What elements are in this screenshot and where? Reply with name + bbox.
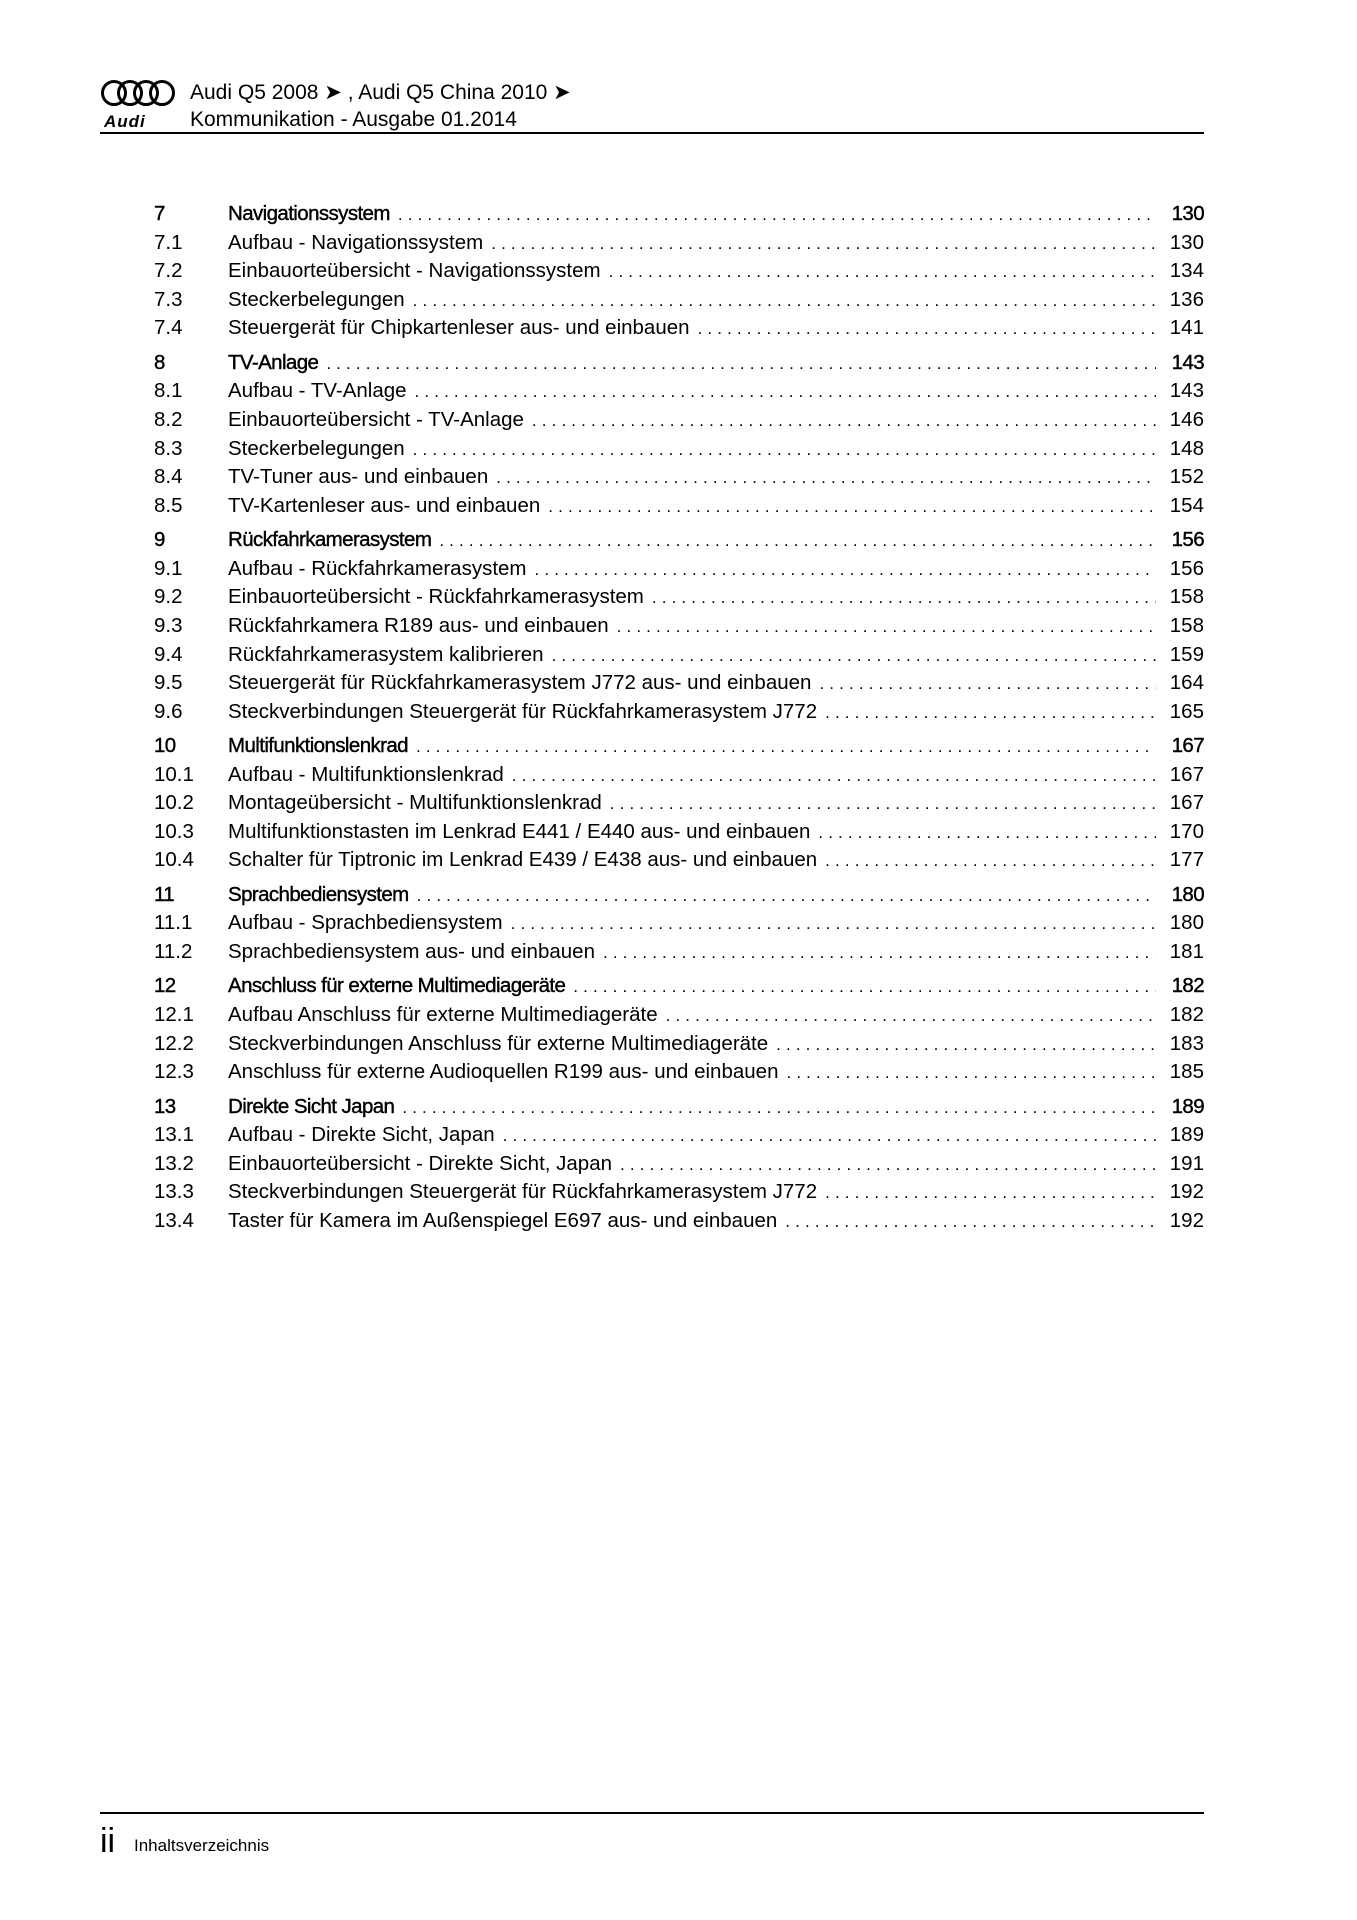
toc-entry-page: 167 (1169, 762, 1204, 786)
toc-entry-title: Aufbau - Sprachbediensystem (228, 911, 503, 935)
toc-section-row[interactable] (154, 846, 1204, 875)
toc-entry-page: 189 (1169, 1123, 1204, 1147)
toc-entry-page: 158 (1169, 585, 1204, 609)
toc-entry-title: Steckverbindungen Steuergerät für Rückfahrkamerasystem J772 (228, 1180, 818, 1204)
toc-entry-title: Anschluss für externe Multimediageräte (228, 974, 566, 998)
toc-section-row[interactable] (154, 909, 1204, 938)
toc-dot-leader (415, 378, 1156, 407)
toc-section-row[interactable] (154, 669, 1204, 698)
toc-entry-title: Steckverbindungen Steuergerät für Rückfahrkamerasystem J772 (228, 699, 818, 723)
toc-entry-number: 9.5 (154, 671, 183, 695)
toc-entry-number: 13.1 (154, 1123, 194, 1147)
toc-dot-leader (413, 436, 1156, 465)
toc-dot-leader (825, 699, 1156, 728)
toc-entry-number: 12.3 (154, 1060, 194, 1084)
toc-dot-leader (511, 910, 1156, 939)
toc-dot-leader (496, 464, 1156, 493)
toc-entry-number: 11 (154, 882, 175, 906)
page-header (100, 78, 1204, 136)
toc-section-row[interactable] (154, 583, 1204, 612)
toc-entry-title: TV-Kartenleser aus- und einbauen (228, 493, 541, 517)
toc-entry-number: 7.1 (154, 230, 183, 254)
toc-section-row[interactable] (154, 641, 1204, 670)
toc-dot-leader (666, 1002, 1156, 1031)
toc-dot-leader (603, 939, 1156, 968)
toc-section-row[interactable] (154, 1121, 1204, 1150)
toc-dot-leader (818, 819, 1156, 848)
toc-chapter-row[interactable] (154, 881, 1204, 910)
toc-entry-number: 9.6 (154, 699, 183, 723)
toc-entry-page: 134 (1169, 259, 1204, 283)
toc-entry-title: Anschluss für externe Audioquellen R199 aus- und einbauen (228, 1060, 779, 1084)
toc-entry-title: Rückfahrkamerasystem kalibrieren (228, 642, 544, 666)
toc-section-row[interactable] (154, 286, 1204, 315)
toc-entry-page: 143 (1169, 379, 1204, 403)
toc-entry-page: 154 (1169, 493, 1204, 517)
toc-dot-leader (417, 882, 1156, 911)
toc-section-row[interactable] (154, 229, 1204, 258)
toc-entry-page: 180 (1169, 911, 1204, 935)
toc-entry-page: 192 (1169, 1208, 1204, 1232)
toc-entry-number: 12.1 (154, 1003, 194, 1027)
toc-entry-number: 13.3 (154, 1180, 194, 1204)
toc-entry-number: 10.2 (154, 791, 194, 815)
toc-section-row[interactable] (154, 314, 1204, 343)
toc-entry-number: 7.4 (154, 316, 183, 340)
toc-entry-number: 8 (154, 350, 165, 374)
toc-entry-title: Steuergerät für Rückfahrkamerasystem J772 aus- und einbauen (228, 671, 812, 695)
toc-dot-leader (610, 790, 1156, 819)
toc-entry-title: Einbauorteübersicht - Direkte Sicht, Japan (228, 1151, 613, 1175)
toc-entry-number: 7 (154, 202, 165, 225)
toc-section-row[interactable] (154, 257, 1204, 286)
toc-dot-leader (609, 258, 1156, 287)
toc-dot-leader (548, 493, 1156, 522)
toc-entry-title: Aufbau - TV-Anlage (228, 379, 407, 403)
toc-section-row[interactable] (154, 818, 1204, 847)
toc-entry-page: 167 (1169, 791, 1204, 815)
toc-entry-number: 8.4 (154, 465, 183, 489)
toc-dot-leader (491, 230, 1156, 259)
toc-entry-number: 11.1 (154, 911, 193, 935)
toc-section-row[interactable] (154, 555, 1204, 584)
toc-section-row[interactable] (154, 1001, 1204, 1030)
toc-entry-page: 141 (1169, 316, 1204, 340)
toc-dot-leader (786, 1059, 1156, 1088)
toc-entry-number: 7.2 (154, 259, 183, 283)
toc-entry-title: Steckerbelegungen (228, 287, 405, 311)
toc-entry-title: Einbauorteübersicht - Navigationssystem (228, 259, 601, 283)
toc-section-row[interactable] (154, 463, 1204, 492)
toc-dot-leader (825, 847, 1156, 876)
audi-rings-icon (100, 78, 180, 112)
toc-section-row[interactable] (154, 789, 1204, 818)
toc-dot-leader (416, 733, 1156, 762)
toc-entry-title: Steckerbelegungen (228, 436, 405, 460)
toc-entry-title: Steuergerät für Chipkartenleser aus- und einbauen (228, 316, 690, 340)
toc-entry-number: 12.2 (154, 1031, 194, 1055)
toc-entry-page: 148 (1169, 436, 1204, 460)
toc-entry-number: 9.4 (154, 642, 183, 666)
footer-section-label: Inhaltsverzeichnis (134, 1836, 270, 1855)
toc-entry-number: 7.3 (154, 287, 183, 311)
toc-section-row[interactable] (154, 406, 1204, 435)
toc-dot-leader (698, 315, 1156, 344)
toc-dot-leader (825, 1179, 1156, 1208)
toc-entry-title: Steckverbindungen Anschluss für externe Multimediageräte (228, 1031, 769, 1055)
toc-entry-number: 9.2 (154, 585, 183, 609)
toc-section-row[interactable] (154, 1030, 1204, 1059)
toc-entry-page: 156 (1171, 528, 1204, 552)
toc-entry-title: Navigationssystem (228, 202, 390, 225)
toc-entry-page: 164 (1169, 671, 1204, 695)
toc-entry-title: Montageübersicht - Multifunktionslenkrad (228, 791, 602, 815)
toc-entry-number: 13.2 (154, 1151, 194, 1175)
toc-entry-page: 183 (1169, 1031, 1204, 1055)
toc-section-row[interactable] (154, 1058, 1204, 1087)
toc-dot-leader (552, 642, 1156, 671)
toc-chapter-row[interactable] (154, 200, 1204, 229)
toc-entry-page: 130 (1171, 202, 1204, 225)
toc-entry-number: 13.4 (154, 1208, 194, 1232)
toc-dot-leader (413, 287, 1156, 316)
toc-entry-number: 9 (154, 528, 165, 552)
footer-page-number: ii (100, 1822, 116, 1860)
toc-dot-leader (573, 973, 1156, 1002)
toc-entry-page: 136 (1169, 287, 1204, 311)
audi-logo-wordmark: Audi (104, 112, 146, 131)
toc-section-row[interactable] (154, 1207, 1204, 1236)
toc-section-row[interactable] (154, 377, 1204, 406)
toc-dot-leader (785, 1208, 1156, 1237)
toc-chapter-row[interactable] (154, 1093, 1204, 1122)
header-divider (100, 132, 1204, 134)
toc-entry-title: Multifunktionstasten im Lenkrad E441 / E440 aus- und einbauen (228, 819, 811, 843)
toc-entry-page: 146 (1169, 407, 1204, 431)
toc-entry-number: 12 (154, 974, 176, 998)
toc-entry-title: Sprachbediensystem (228, 882, 409, 906)
toc-section-row[interactable] (154, 435, 1204, 464)
toc-section-row[interactable] (154, 1150, 1204, 1179)
toc-entry-title: Aufbau Anschluss für externe Multimediageräte (228, 1003, 658, 1027)
toc-section-row[interactable] (154, 1178, 1204, 1207)
toc-dot-leader (776, 1031, 1156, 1060)
toc-entry-page: 158 (1169, 613, 1204, 637)
toc-entry-page: 177 (1169, 848, 1204, 872)
toc-section-row[interactable] (154, 938, 1204, 967)
toc-dot-leader (398, 201, 1156, 230)
toc-entry-page: 192 (1169, 1180, 1204, 1204)
toc-section-row[interactable] (154, 612, 1204, 641)
table-of-contents (154, 200, 1204, 1236)
toc-entry-page: 159 (1169, 642, 1204, 666)
toc-entry-title: Aufbau - Multifunktionslenkrad (228, 762, 504, 786)
toc-dot-leader (532, 407, 1156, 436)
toc-entry-title: Direkte Sicht Japan (228, 1094, 395, 1118)
toc-dot-leader (620, 1151, 1156, 1180)
toc-entry-title: Rückfahrkamera R189 aus- und einbauen (228, 613, 609, 637)
toc-entry-page: 182 (1171, 974, 1204, 998)
toc-section-row[interactable] (154, 698, 1204, 727)
toc-entry-title: Rückfahrkamerasystem (228, 528, 432, 552)
toc-entry-page: 170 (1169, 819, 1204, 843)
toc-entry-page: 185 (1169, 1060, 1204, 1084)
toc-entry-page: 167 (1171, 734, 1204, 758)
toc-entry-number: 10.1 (154, 762, 194, 786)
toc-entry-page: 152 (1169, 465, 1204, 489)
toc-entry-number: 13 (154, 1094, 176, 1118)
toc-entry-number: 8.3 (154, 436, 183, 460)
toc-chapter-row[interactable] (154, 526, 1204, 555)
toc-chapter-row[interactable] (154, 972, 1204, 1001)
toc-entry-page: 130 (1169, 230, 1204, 254)
toc-entry-page: 182 (1169, 1003, 1204, 1027)
toc-entry-number: 8.5 (154, 493, 183, 517)
toc-entry-page: 143 (1171, 350, 1204, 374)
toc-entry-title: Sprachbediensystem aus- und einbauen (228, 940, 595, 964)
toc-entry-page: 156 (1169, 556, 1204, 580)
toc-section-row[interactable] (154, 761, 1204, 790)
audi-logo (100, 78, 180, 134)
toc-entry-number: 8.1 (154, 379, 183, 403)
toc-entry-page: 180 (1171, 882, 1204, 906)
toc-dot-leader (402, 1094, 1156, 1123)
toc-entry-page: 165 (1169, 699, 1204, 723)
footer-divider (100, 1812, 1204, 1814)
toc-entry-number: 9.1 (154, 556, 183, 580)
toc-entry-page: 191 (1169, 1151, 1204, 1175)
toc-entry-number: 9.3 (154, 613, 183, 637)
toc-section-row[interactable] (154, 492, 1204, 521)
toc-dot-leader (617, 613, 1156, 642)
toc-entry-title: Aufbau - Rückfahrkamerasystem (228, 556, 527, 580)
toc-dot-leader (439, 527, 1156, 556)
toc-entry-title: Multifunktionslenkrad (228, 734, 408, 758)
toc-dot-leader (503, 1122, 1156, 1151)
toc-entry-title: TV-Tuner aus- und einbauen (228, 465, 489, 489)
toc-entry-number: 10 (154, 734, 176, 758)
toc-entry-title: Schalter für Tiptronic im Lenkrad E439 / E438 aus- und einbauen (228, 848, 818, 872)
toc-entry-number: 8.2 (154, 407, 183, 431)
toc-dot-leader (326, 350, 1156, 379)
toc-entry-page: 181 (1169, 940, 1204, 964)
toc-entry-title: Einbauorteübersicht - TV-Anlage (228, 407, 524, 431)
toc-entry-title: Aufbau - Navigationssystem (228, 230, 484, 254)
toc-dot-leader (512, 762, 1156, 791)
toc-entry-title: Einbauorteübersicht - Rückfahrkamerasystem (228, 585, 644, 609)
toc-entry-title: TV-Anlage (228, 350, 319, 374)
toc-entry-number: 10.4 (154, 848, 194, 872)
header-manual-edition: Kommunikation - Ausgabe 01.2014 (190, 108, 517, 131)
toc-entry-number: 10.3 (154, 819, 194, 843)
toc-entry-page: 189 (1171, 1094, 1204, 1118)
toc-entry-title: Aufbau - Direkte Sicht, Japan (228, 1123, 495, 1147)
toc-chapter-row[interactable] (154, 732, 1204, 761)
toc-chapter-row[interactable] (154, 349, 1204, 378)
header-vehicle-models: Audi Q5 2008 ➤ , Audi Q5 China 2010 ➤ (190, 81, 571, 104)
toc-entry-title: Taster für Kamera im Außenspiegel E697 aus- und einbauen (228, 1208, 778, 1232)
toc-dot-leader (652, 584, 1156, 613)
toc-dot-leader (535, 556, 1156, 585)
toc-entry-number: 11.2 (154, 940, 193, 964)
toc-dot-leader (819, 670, 1156, 699)
